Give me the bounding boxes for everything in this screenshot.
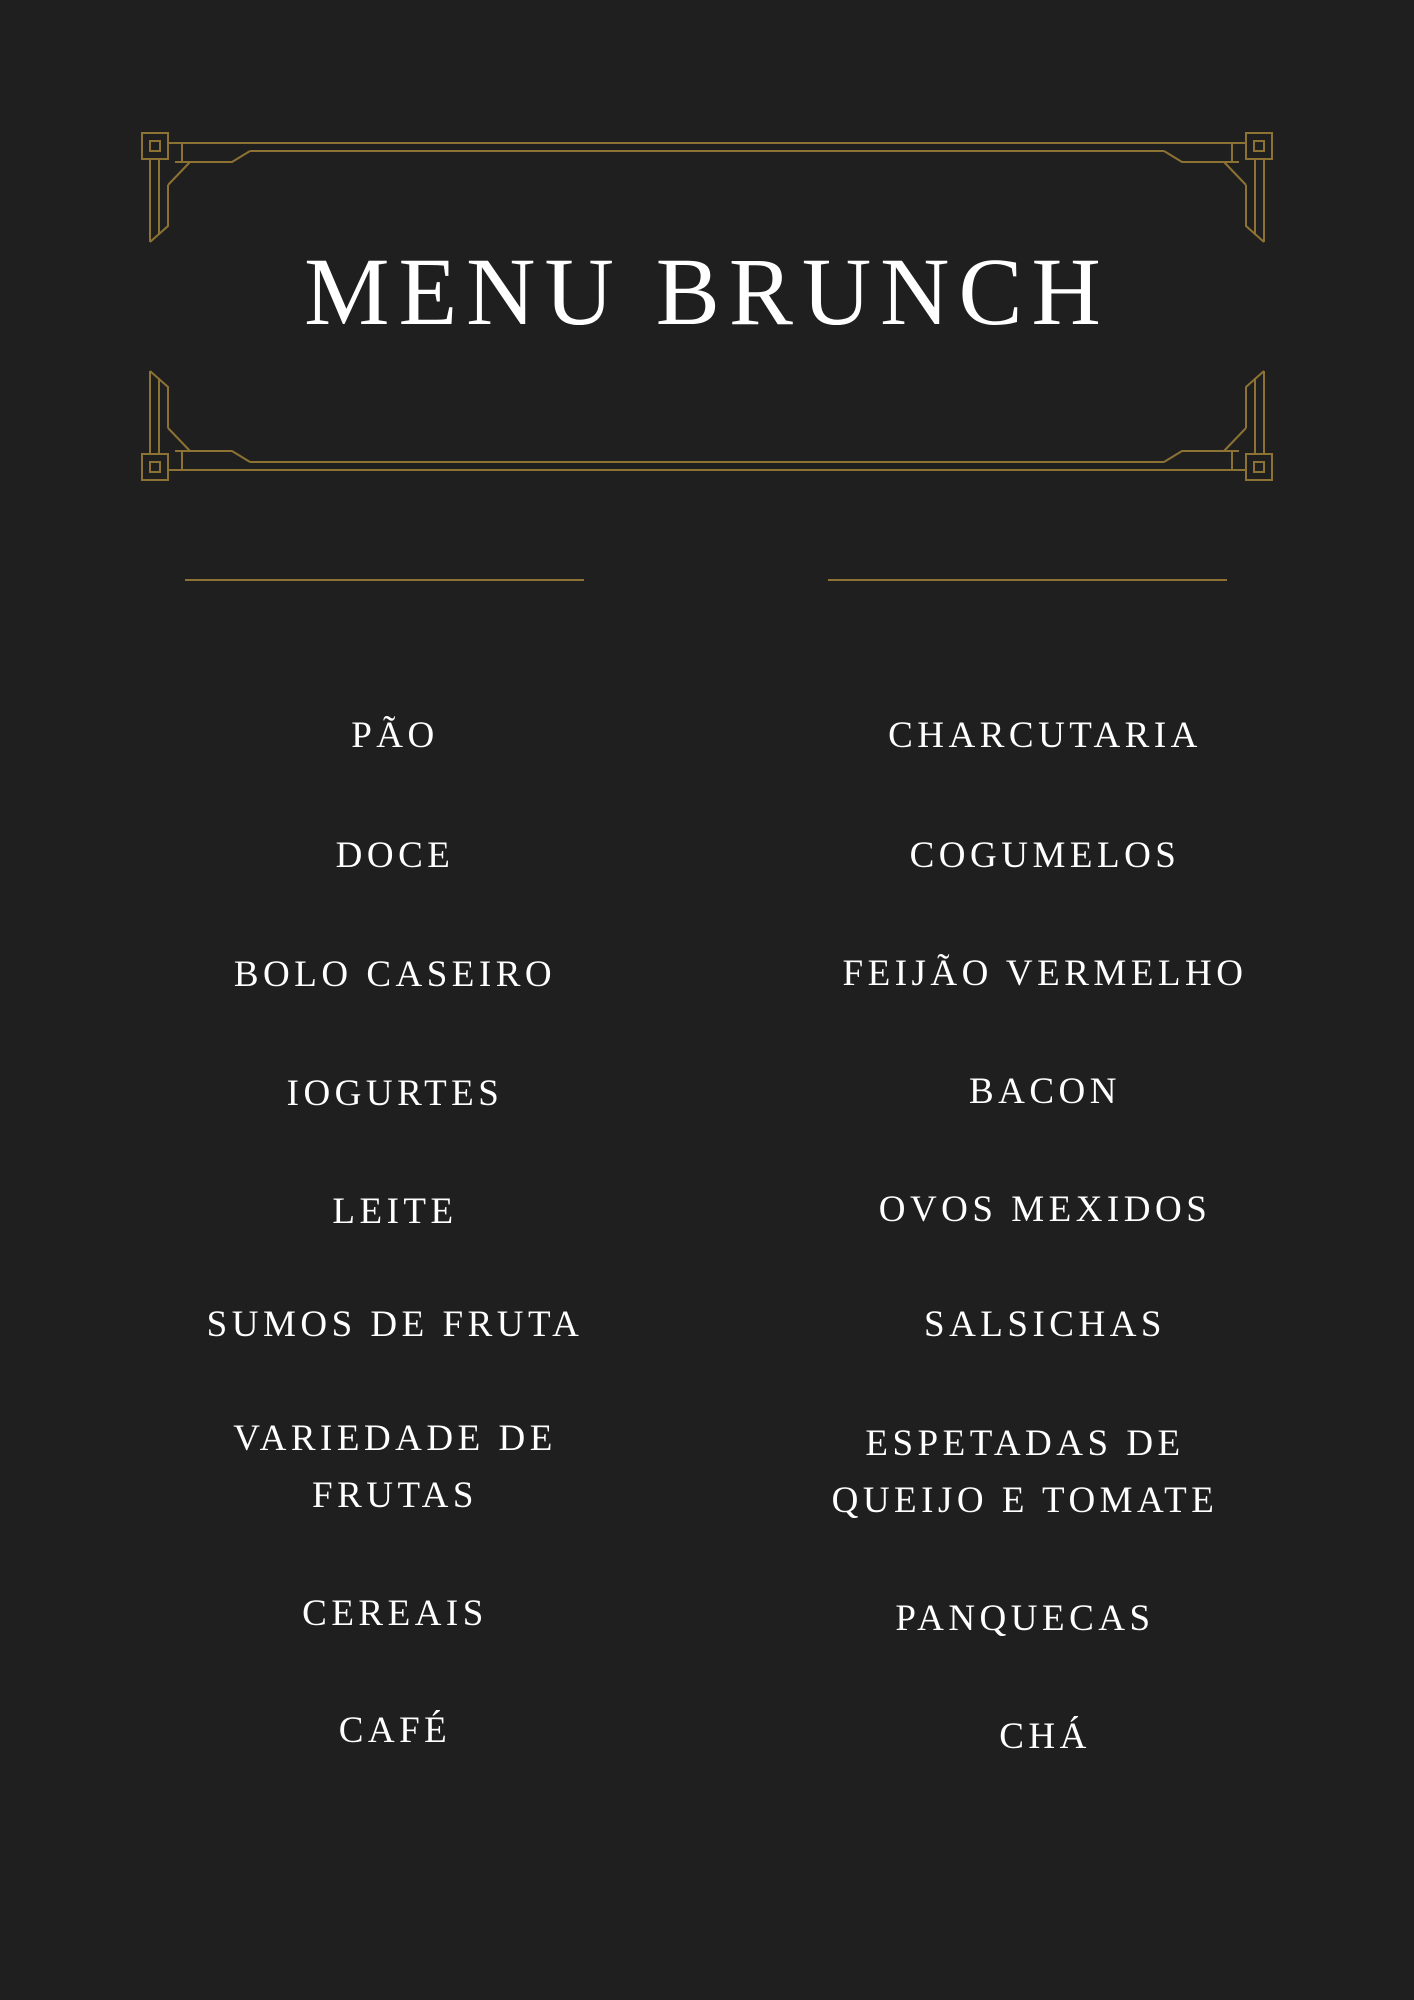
- menu-item-right: BACON: [968, 1071, 1122, 1112]
- menu-item-right: FEIJÃO VERMELHO: [842, 953, 1248, 994]
- menu-item-left: DOCE: [335, 835, 455, 876]
- menu-item-right: PANQUECAS: [895, 1598, 1155, 1639]
- menu-item-left: SUMOS DE FRUTA: [206, 1304, 584, 1345]
- menu-item-right: OVOS MEXIDOS: [878, 1189, 1212, 1230]
- menu-item-left: LEITE: [332, 1191, 458, 1232]
- left-column-divider: [185, 579, 584, 581]
- menu-item-left: IOGURTES: [286, 1073, 504, 1114]
- menu-item-left: BOLO CASEIRO: [233, 954, 557, 995]
- menu-item-left: FRUTAS: [312, 1475, 478, 1516]
- menu-item-left: CAFÉ: [338, 1710, 452, 1751]
- menu-item-right: ESPETADAS DE: [865, 1423, 1185, 1464]
- menu-item-left: CEREAIS: [302, 1593, 488, 1634]
- menu-item-right: QUEIJO E TOMATE: [831, 1480, 1219, 1521]
- menu-item-right: COGUMELOS: [909, 835, 1181, 876]
- menu-item-right: CHARCUTARIA: [888, 715, 1202, 756]
- menu-item-right: CHÁ: [999, 1716, 1091, 1757]
- page-title: MENU BRUNCH: [304, 238, 1110, 345]
- menu-item-left: VARIEDADE DE: [233, 1418, 557, 1459]
- menu-item-right: SALSICHAS: [924, 1304, 1166, 1345]
- menu-item-left: PÃO: [351, 715, 439, 756]
- right-column-divider: [828, 579, 1227, 581]
